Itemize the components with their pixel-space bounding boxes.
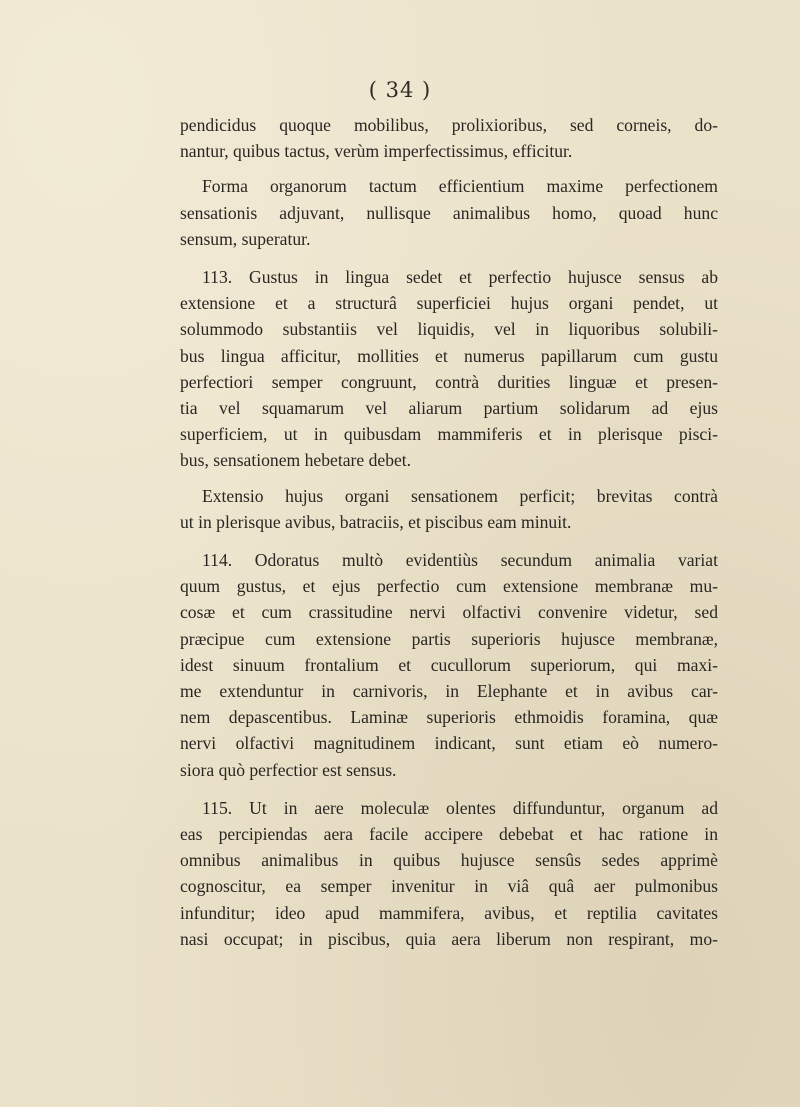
text-line: nervi olfactivi magnitudinem indicant, sunt etiam eò numero- [180, 733, 718, 754]
paragraph-extensio [180, 483, 718, 535]
text-line: nem depascentibus. Laminæ superioris ethmoidis foramina, quæ [180, 707, 718, 728]
text-line: sensum, superatur. [180, 228, 311, 249]
text-line: nantur, quibus tactus, verùm imperfectissimus, efficitur. [180, 141, 573, 162]
text-line: 115. Ut in aere moleculæ olentes diffunduntur, organum ad [202, 797, 718, 818]
text-line: eas percipiendas aera facile accipere debebat et hac ratione in [180, 824, 718, 845]
text-line: perfectiori semper congruunt, contrà durities linguæ et presen- [180, 371, 718, 392]
paragraph-forma [180, 173, 718, 252]
text-line: 113. Gustus in lingua sedet et perfectio hujusce sensus ab [202, 267, 718, 288]
text-line: cosæ et cum crassitudine nervi olfactivi convenire videtur, sed [180, 602, 718, 623]
body-text [180, 112, 718, 952]
text-line: bus lingua afficitur, mollities et numerus papillarum cum gustu [180, 345, 718, 366]
text-line: infunditur; ideo apud mammifera, avibus, et reptilia cavitates [180, 902, 718, 923]
text-line: quum gustus, et ejus perfectio cum extensione membranæ mu- [180, 576, 718, 597]
text-line: pendicidus quoque mobilibus, prolixioribus, sed corneis, do- [180, 115, 718, 135]
text-line: Forma organorum tactum efficientium maxime perfectionem [202, 176, 718, 197]
text-line: bus, sensationem hebetare debet. [180, 450, 412, 471]
text-line: idest sinuum frontalium et cucullorum superiorum, qui maxi- [180, 654, 718, 675]
page-number: ( 34 ) [368, 78, 432, 102]
paragraph-114-odoratus [180, 547, 718, 783]
text-line: sensationis adjuvant, nullisque animalibus homo, quoad hunc [180, 202, 718, 223]
paragraph-113-gustus [180, 264, 718, 474]
text-line: omnibus animalibus in quibus hujusce sensûs sedes apprimè [180, 850, 718, 871]
text-line: præcipue cum extensione partis superioris hujusce membranæ, [180, 628, 718, 649]
paragraph-115-aere [180, 795, 718, 952]
text-line: extensione et a structurâ superficiei hujus organi pendet, ut [180, 293, 718, 314]
text-line: cognoscitur, ea semper invenitur in viâ quâ aer pulmonibus [180, 876, 718, 897]
text-line: nasi occupat; in piscibus, quia aera liberum non respirant, mo- [180, 928, 718, 949]
text-line: siora quò perfectior est sensus. [180, 759, 397, 780]
text-line: tia vel squamarum vel aliarum partium solidarum ad ejus [180, 398, 718, 419]
text-line: ut in plerisque avibus, batraciis, et piscibus eam minuit. [180, 511, 572, 532]
text-line: 114. Odoratus multò evidentiùs secundum animalia variat [202, 550, 718, 571]
text-line: Extensio hujus organi sensationem perficit; brevitas contrà [202, 485, 718, 506]
text-line: superficiem, ut in quibusdam mammiferis et in plerisque pisci- [180, 424, 718, 445]
paragraph-continuation [180, 112, 718, 164]
text-line: me extenduntur in carnivoris, in Elephante et in avibus car- [180, 681, 718, 702]
text-line: solummodo substantiis vel liquidis, vel in liquoribus solubili- [180, 319, 718, 340]
